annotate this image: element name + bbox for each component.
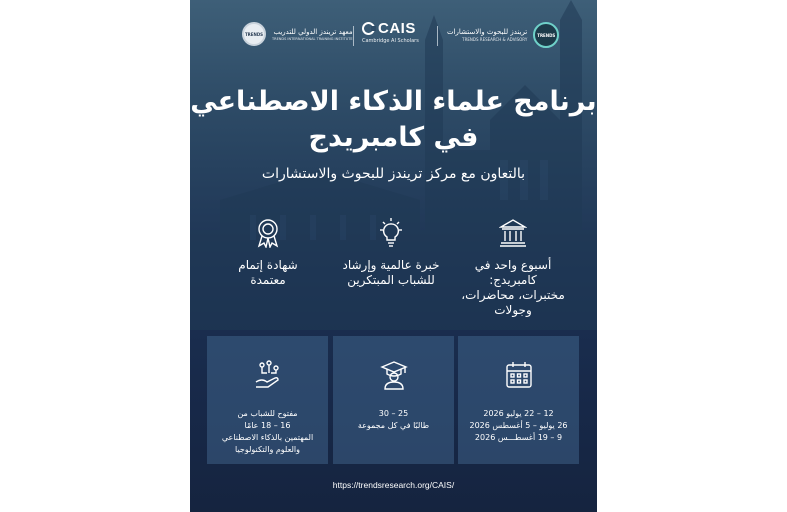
dates-box bbox=[458, 336, 579, 464]
feature-label-line: معتمدة bbox=[250, 273, 286, 287]
feature-week bbox=[453, 218, 573, 318]
title-line-1: برنامج علماء الذكاء الاصطناعي bbox=[190, 86, 597, 117]
feature-label-line: شهادة إتمام bbox=[238, 258, 298, 272]
box-line: 9 – 19 أغسطـــس 2026 bbox=[474, 433, 563, 442]
university-icon bbox=[499, 218, 527, 248]
box-line: المهتمين بالذكاء الاصطناعي bbox=[221, 433, 314, 442]
logo-divider bbox=[437, 26, 438, 46]
graduate-icon bbox=[379, 360, 409, 390]
logo-bar bbox=[190, 18, 597, 54]
title-line-2: في كامبريدج bbox=[308, 122, 479, 153]
certificate-icon bbox=[254, 218, 282, 248]
box-line: 25 – 30 bbox=[378, 409, 409, 418]
eligibility-box bbox=[207, 336, 328, 464]
trends-seal-icon: TRENDS bbox=[533, 22, 559, 48]
feature-label-line: مختبرات، محاضرات، bbox=[461, 288, 565, 302]
box-line: طالبًا في كل مجموعة bbox=[357, 421, 430, 430]
cais-subtitle: Cambridge AI Scholars bbox=[362, 38, 419, 44]
group-size-box bbox=[333, 336, 454, 464]
trends-research-logo bbox=[447, 22, 559, 48]
lightbulb-icon bbox=[377, 218, 405, 248]
feature-label-line: كامبريدج: bbox=[489, 273, 537, 287]
feature-label-line: وجولات bbox=[494, 303, 532, 317]
trends-research-ar: تريندز للبحوث والاستشارات bbox=[447, 28, 528, 36]
training-institute-ar: معهد تريندز الدولي للتدريب bbox=[273, 27, 353, 36]
poster bbox=[190, 0, 597, 512]
box-line: 26 يوليو – 5 أغسطس 2026 bbox=[469, 421, 568, 430]
feature-label-line: أسبوع واحد في bbox=[474, 258, 552, 272]
logo-divider bbox=[353, 26, 354, 46]
subtitle: بالتعاون مع مركز تريندز للبحوث والاستشارات bbox=[261, 166, 526, 182]
box-line: مفتوح للشباب من bbox=[237, 409, 298, 418]
box-line: 12 – 22 يوليو 2026 bbox=[483, 409, 554, 418]
feature-expertise bbox=[331, 218, 451, 288]
calendar-icon bbox=[504, 360, 534, 390]
feature-label-line: خبرة عالمية وإرشاد bbox=[342, 258, 440, 272]
program-url[interactable]: https://trendsresearch.org/CAIS/ bbox=[332, 480, 455, 490]
trends-training-logo bbox=[242, 22, 353, 46]
trends-training-seal-icon: TRENDS bbox=[242, 22, 266, 46]
trends-research-en: TRENDS RESEARCH & ADVISORY bbox=[462, 37, 528, 42]
feature-label-line: للشباب المبتكرين bbox=[347, 273, 435, 287]
box-line: والعلوم والتكنولوجيا bbox=[235, 445, 300, 454]
training-institute-en: TRENDS INTERNATIONAL TRAINING INSTITUTE bbox=[272, 36, 353, 41]
box-line: 16 – 18 عامًا bbox=[244, 421, 291, 430]
feature-certificate bbox=[208, 218, 328, 288]
cais-name: CAIS bbox=[378, 20, 416, 37]
cais-logo bbox=[362, 20, 419, 44]
tech-hand-icon bbox=[253, 360, 283, 390]
cais-ring-icon bbox=[362, 22, 375, 35]
